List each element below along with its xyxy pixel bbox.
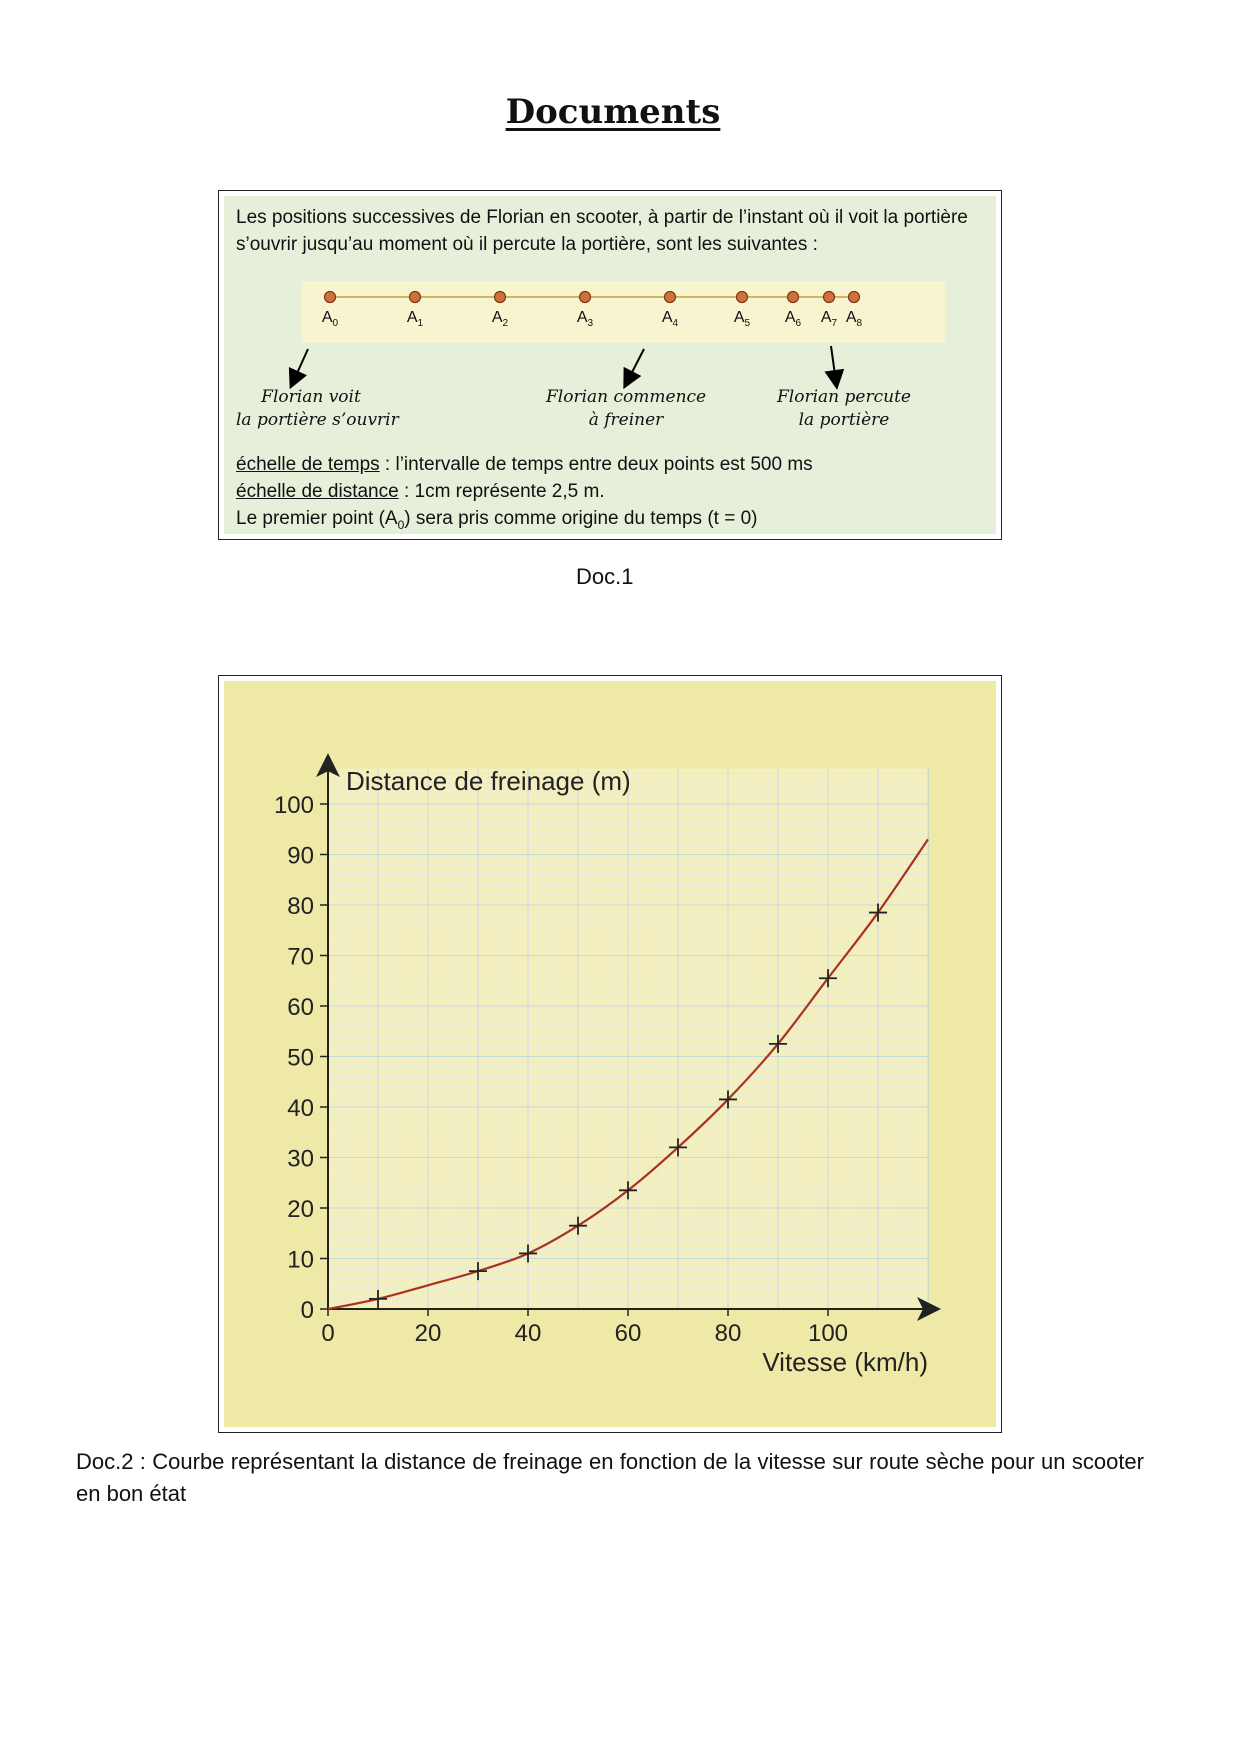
position-label: $A_6$ [784,309,802,330]
y-tick-label: 40 [287,1095,314,1122]
braking-distance-chart [224,681,996,1427]
x-tick-label: 0 [321,1320,335,1347]
y-tick-label: 30 [287,1145,314,1173]
plot-area [328,769,928,1309]
doc1-panel [224,196,996,534]
annotation-brake: Florian commence à freiner [546,387,707,430]
x-axis-label: Vitesse (km/h) [762,1347,928,1377]
y-tick-label: 80 [287,893,314,920]
y-tick-label: 50 [287,1044,314,1072]
doc1-frame [218,190,1002,540]
doc1-label: Doc.1 [576,564,634,589]
arrow-impact [831,346,836,382]
position-label: $A_5$ [733,309,751,330]
y-tick-label: 90 [287,842,314,870]
position-label: $A_8$ [845,309,863,330]
origin-note: Le premier point $(A_0)$ sera pris comme origine du temps (t = 0) [236,508,758,532]
chart-panel [224,681,996,1427]
y-tick-label: 100 [273,792,314,819]
y-tick-label: 0 [300,1297,314,1324]
doc2-frame [218,675,1002,1433]
y-tick-label: 70 [287,943,314,971]
arrow-start [293,349,308,382]
y-tick-label: 10 [287,1246,314,1274]
position-label: $A_0$ [321,309,339,330]
doc2-caption: Doc.2 : Courbe représentant la distance de freinage en fonction de la vitesse sur route sèche pour un scooter en bon état [76,1449,1144,1506]
x-tick-label: 100 [807,1320,849,1347]
y-tick-label: 60 [287,994,314,1021]
position-label: $A_3$ [576,309,594,330]
page-title: Documents [505,92,721,132]
position-label: $A_4$ [661,309,679,330]
annotation-start: Florian voit la portière s’ouvrir [236,387,399,430]
y-tick-label: 20 [287,1196,314,1223]
distance-scale: échelle de distance : 1cm représente 2,5 m. [236,481,605,502]
x-tick-label: 80 [714,1320,742,1347]
position-label: $A_1$ [406,309,424,330]
arrow-brake [627,349,644,382]
doc1-intro: Les positions successives de Florian en scooter, à partir de l’instant où il voit la portière s’ouvrir jusqu’au moment où il percute la portière, sont les suivantes : [236,207,968,255]
position-label: $A_2$ [491,309,509,330]
x-tick-label: 40 [514,1320,542,1347]
annotation-impact: Florian percute la portière [777,387,911,430]
y-axis-label: Distance de freinage (m) [346,765,631,796]
x-tick-label: 60 [614,1320,642,1347]
x-tick-label: 20 [414,1320,442,1347]
time-scale: échelle de temps : l’intervalle de temps entre deux points est 500 ms [236,454,813,475]
doc1-scales [236,451,976,539]
position-label: $A_7$ [820,309,838,330]
